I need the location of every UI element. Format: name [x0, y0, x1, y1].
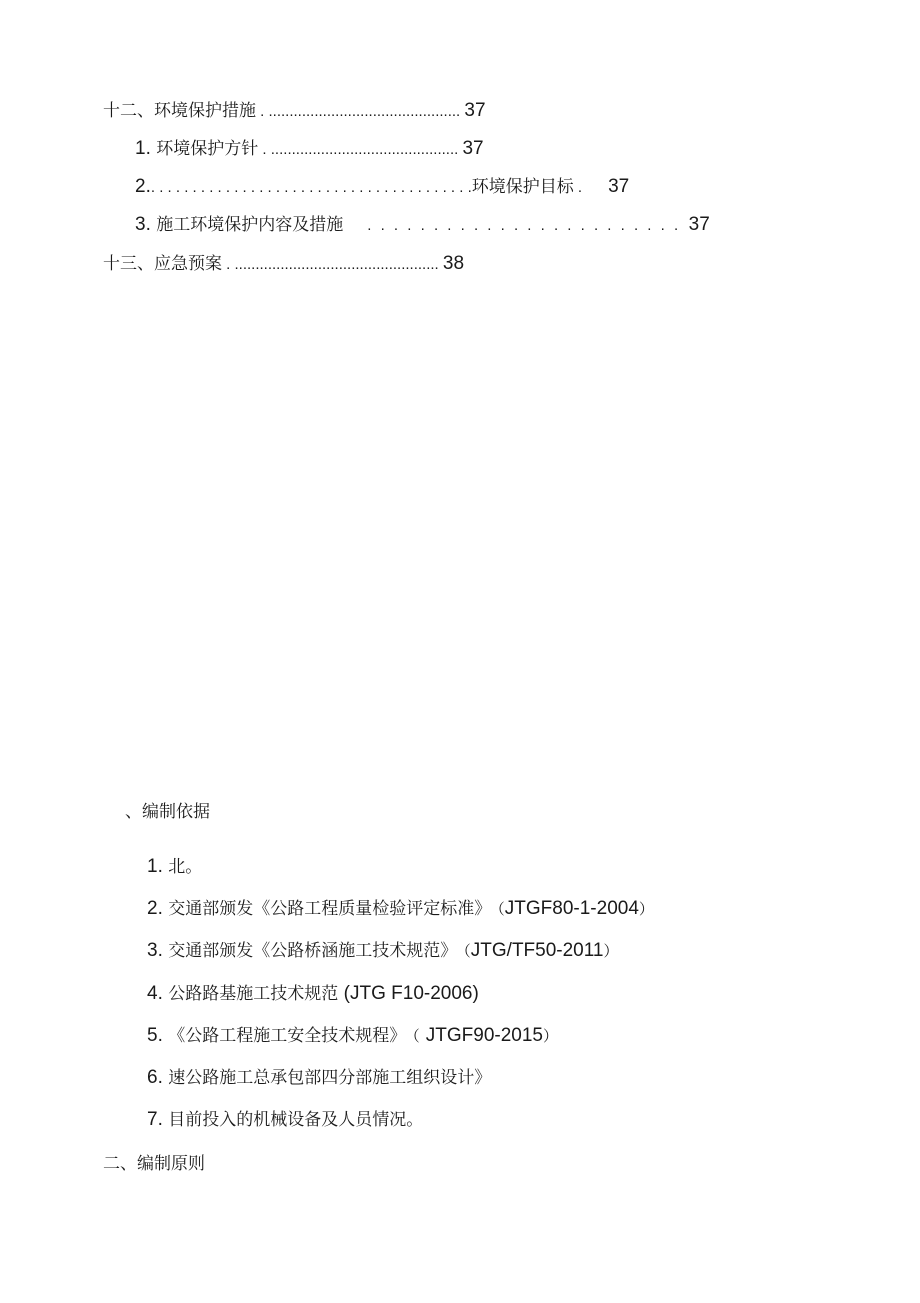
- toc-page-number: 37: [464, 100, 486, 121]
- toc-leader-dots: . .................................................: [222, 256, 443, 273]
- list-item-number: 2.: [147, 898, 163, 919]
- toc-leader-dots: . .............................................: [258, 141, 463, 158]
- toc-page-number: 37: [608, 176, 630, 197]
- toc-entry-sec13[interactable]: [103, 252, 464, 277]
- toc-entry-sec12-1[interactable]: [135, 137, 484, 162]
- toc-title: 十二、环境保护措施: [103, 101, 256, 121]
- list-item-text: 速公路施工总承包部四分部施工组织设计》: [168, 1068, 492, 1088]
- paren-open: （: [497, 900, 505, 918]
- paren-close: ）: [603, 942, 619, 960]
- standard-code: JTG/TF50-2011: [470, 940, 604, 961]
- paren-open: （: [463, 942, 471, 960]
- toc-title: 施工环境保护内容及措施: [156, 215, 344, 235]
- list-item-number: 4.: [147, 983, 163, 1004]
- list-item: [147, 897, 654, 921]
- list-item-text: 交通部颁发《公路桥涵施工技术规范》: [168, 941, 458, 961]
- list-item: [147, 1024, 558, 1048]
- list-item: [147, 855, 202, 879]
- section-heading-basis: 、编制依据: [125, 802, 210, 822]
- toc-title: 环境保护目标: [471, 177, 574, 197]
- toc-item-number: 3.: [135, 214, 151, 235]
- toc-entry-sec12[interactable]: [103, 99, 486, 124]
- list-item-text: 北。: [168, 857, 203, 877]
- paren-close: ）: [638, 900, 654, 918]
- toc-page-number: 38: [442, 253, 465, 274]
- toc-leader-dot-end: .: [573, 179, 583, 196]
- list-item-number: 1.: [147, 856, 163, 877]
- toc-entry-sec12-3[interactable]: [135, 213, 710, 238]
- standard-code: JTGF80-1-2004: [504, 898, 639, 919]
- list-item: [147, 1066, 491, 1090]
- list-item: [147, 1108, 423, 1132]
- toc-item-number: 1.: [135, 138, 151, 159]
- standard-code: JTGF90-2015: [425, 1025, 544, 1046]
- toc-page-number: 37: [462, 138, 484, 159]
- list-item-number: 7.: [147, 1109, 163, 1130]
- list-item: [147, 982, 479, 1006]
- section-heading-principles: 二、编制原则: [103, 1154, 205, 1174]
- list-item-number: 3.: [147, 940, 163, 961]
- toc-leader-dots: . ..............................................: [256, 103, 465, 120]
- list-item-number: 6.: [147, 1067, 163, 1088]
- toc-title: 环境保护方针: [156, 139, 259, 159]
- list-item-text: 交通部颁发《公路工程质量检验评定标准》: [168, 899, 492, 919]
- list-item-number: 5.: [147, 1025, 163, 1046]
- list-item: [147, 939, 619, 963]
- toc-page-number: 37: [688, 214, 710, 235]
- paren-close: ）: [543, 1027, 559, 1045]
- toc-item-number: 2.: [135, 176, 151, 197]
- list-item-text: 《公路工程施工安全技术规程》: [168, 1026, 407, 1046]
- toc-leader-dots: . . . . . . . . . . . . . . . . . . . . . . . . . . . . . . . . . . . . . . .: [150, 179, 472, 196]
- toc-leader-dots: . . . . . . . . . . . . . . . . . . . . . . . .: [367, 217, 681, 234]
- toc-entry-sec12-2[interactable]: [135, 175, 629, 200]
- toc-title: 十三、应急预案: [103, 254, 222, 274]
- standard-code: (JTG F10-2006): [343, 983, 479, 1004]
- paren-open: （: [412, 1027, 420, 1045]
- list-item-text: 公路路基施工技术规范: [168, 984, 339, 1004]
- list-item-text: 目前投入的机械设备及人员情况。: [168, 1110, 424, 1130]
